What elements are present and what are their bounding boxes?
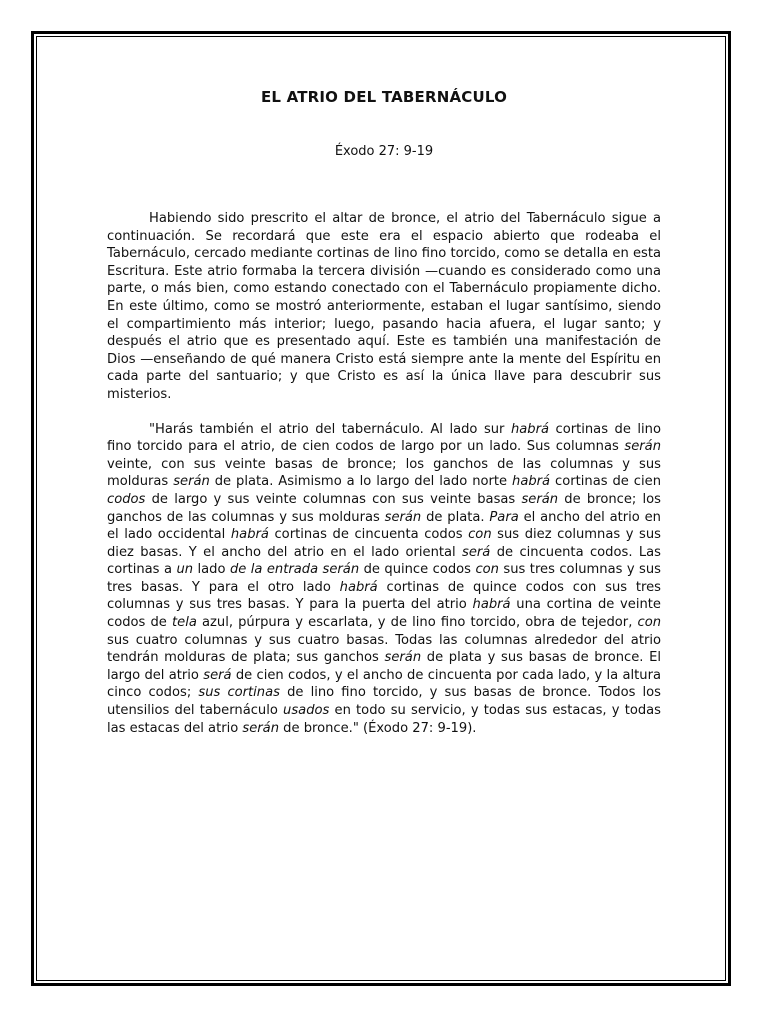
text-segment: sus diez columnas y sus diez basas. Y el ancho del atrio en el lado oriental (107, 527, 661, 560)
italic-text-segment: serán (242, 720, 280, 736)
italic-text-segment: usados (283, 703, 330, 719)
italic-text-segment: habrá (512, 474, 551, 490)
italic-text-segment: codos (107, 491, 146, 507)
italic-text-segment: serán (173, 474, 210, 490)
italic-text-segment: habrá (472, 597, 511, 613)
italic-text-segment: un (176, 562, 194, 578)
text-segment: de plata. Asimismo a lo largo del lado norte (209, 474, 513, 490)
text-segment: de cincuenta codos. Las cortinas a (107, 544, 661, 578)
italic-text-segment: serán (624, 439, 661, 455)
italic-text-segment: con (475, 562, 499, 578)
italic-text-segment: con (637, 615, 662, 631)
text-segment: "Harás también el atrio del tabernáculo. Al lado sur (149, 421, 511, 437)
text-segment: de lino fino torcido, y sus basas de bronce. Todos los utensilios del tabernáculo (107, 685, 661, 719)
text-segment: de bronce." (Éxodo 27: 9-19). (279, 720, 477, 736)
document-title: EL ATRIO DEL TABERNÁCULO (260, 88, 508, 106)
italic-text-segment: será (462, 544, 491, 560)
italic-text-segment: serán (521, 491, 559, 507)
paragraph-intro: Habiendo sido prescrito el altar de bronce, el atrio del Tabernáculo sigue a continuación. Se recordará que este era el espacio abierto que rodeaba el Tabernáculo, cercado mediante cortinas de lino fino torcido, como se detalla en esta Escritura. Este atrio formaba la tercera división —cuando es considerado como una parte, o más bien, como estando conectado con el Tabernáculo propiamente dicho. En este último, como se mostró anteriormente, estaban el lugar santísimo, siendo el compartimiento más interior; luego, pasando hacia afuera, el lugar santo; y después el atrio que es presentado aquí. Este es también una manifestación de Dios —enseñando de qué manera Cristo está siempre ante la mente del Espíritu en cada parte del santuario; y que Cristo es así la única llave para descubrir sus misterios. (107, 211, 661, 402)
text-segment: cortinas de cien (550, 474, 661, 490)
text-segment: de plata y sus basas de bronce. El largo del atrio (107, 650, 661, 683)
text-segment: el ancho del atrio en el lado occidental (107, 509, 661, 543)
italic-text-segment: habrá (510, 421, 549, 437)
text-segment: cortinas de lino fino torcido para el atrio, de cien codos de largo por un lado. Sus columnas (107, 421, 661, 455)
text-segment: cortinas de quince codos con sus tres columnas y sus tres basas. Y para la puerta del atrio (107, 579, 661, 613)
text-segment: de plata. (421, 509, 490, 525)
italic-text-segment: habrá (230, 527, 269, 543)
text-segment: una cortina de veinte codos de (107, 597, 661, 631)
italic-text-segment: serán (384, 509, 422, 525)
text-segment: de largo y sus veinte columnas con sus veinte basas (145, 491, 522, 507)
text-segment: de quince codos (359, 562, 476, 578)
italic-text-segment: sus cortinas (198, 685, 280, 701)
italic-text-segment: con (468, 527, 492, 543)
paragraph-scripture-quote (107, 421, 661, 738)
italic-text-segment: tela (172, 615, 197, 631)
text-segment: sus tres columnas y sus tres basas. Y para el otro lado (107, 562, 661, 595)
text-segment: de cien codos, y el ancho de cincuenta por cada lado, y la altura cinco codos; (107, 667, 661, 701)
text-segment: azul, púrpura y escarlata, y de lino fino torcido, obra de tejedor, (196, 615, 638, 631)
scripture-reference: Éxodo 27: 9-19 (334, 144, 434, 159)
text-segment: de bronce; los ganchos de las columnas y sus molduras (107, 491, 661, 525)
text-segment: en todo su servicio, y todas sus estacas, y todas las estacas del atrio (107, 703, 661, 736)
text-segment: cortinas de cincuenta codos (268, 527, 469, 543)
italic-text-segment: Para (489, 509, 519, 525)
document-body (107, 88, 661, 754)
text-segment: sus cuatro columnas y sus cuatro basas. Todas las columnas alrededor del atrio tendrán molduras de plata; sus ganchos (107, 632, 661, 666)
italic-text-segment: será (203, 667, 232, 683)
italic-text-segment: de la entrada serán (229, 562, 360, 578)
italic-text-segment: serán (384, 650, 422, 666)
text-segment: veinte, con sus veinte basas de bronce; los ganchos de las columnas y sus molduras (107, 456, 661, 490)
italic-text-segment: habrá (339, 579, 378, 595)
text-segment: lado (193, 562, 230, 578)
